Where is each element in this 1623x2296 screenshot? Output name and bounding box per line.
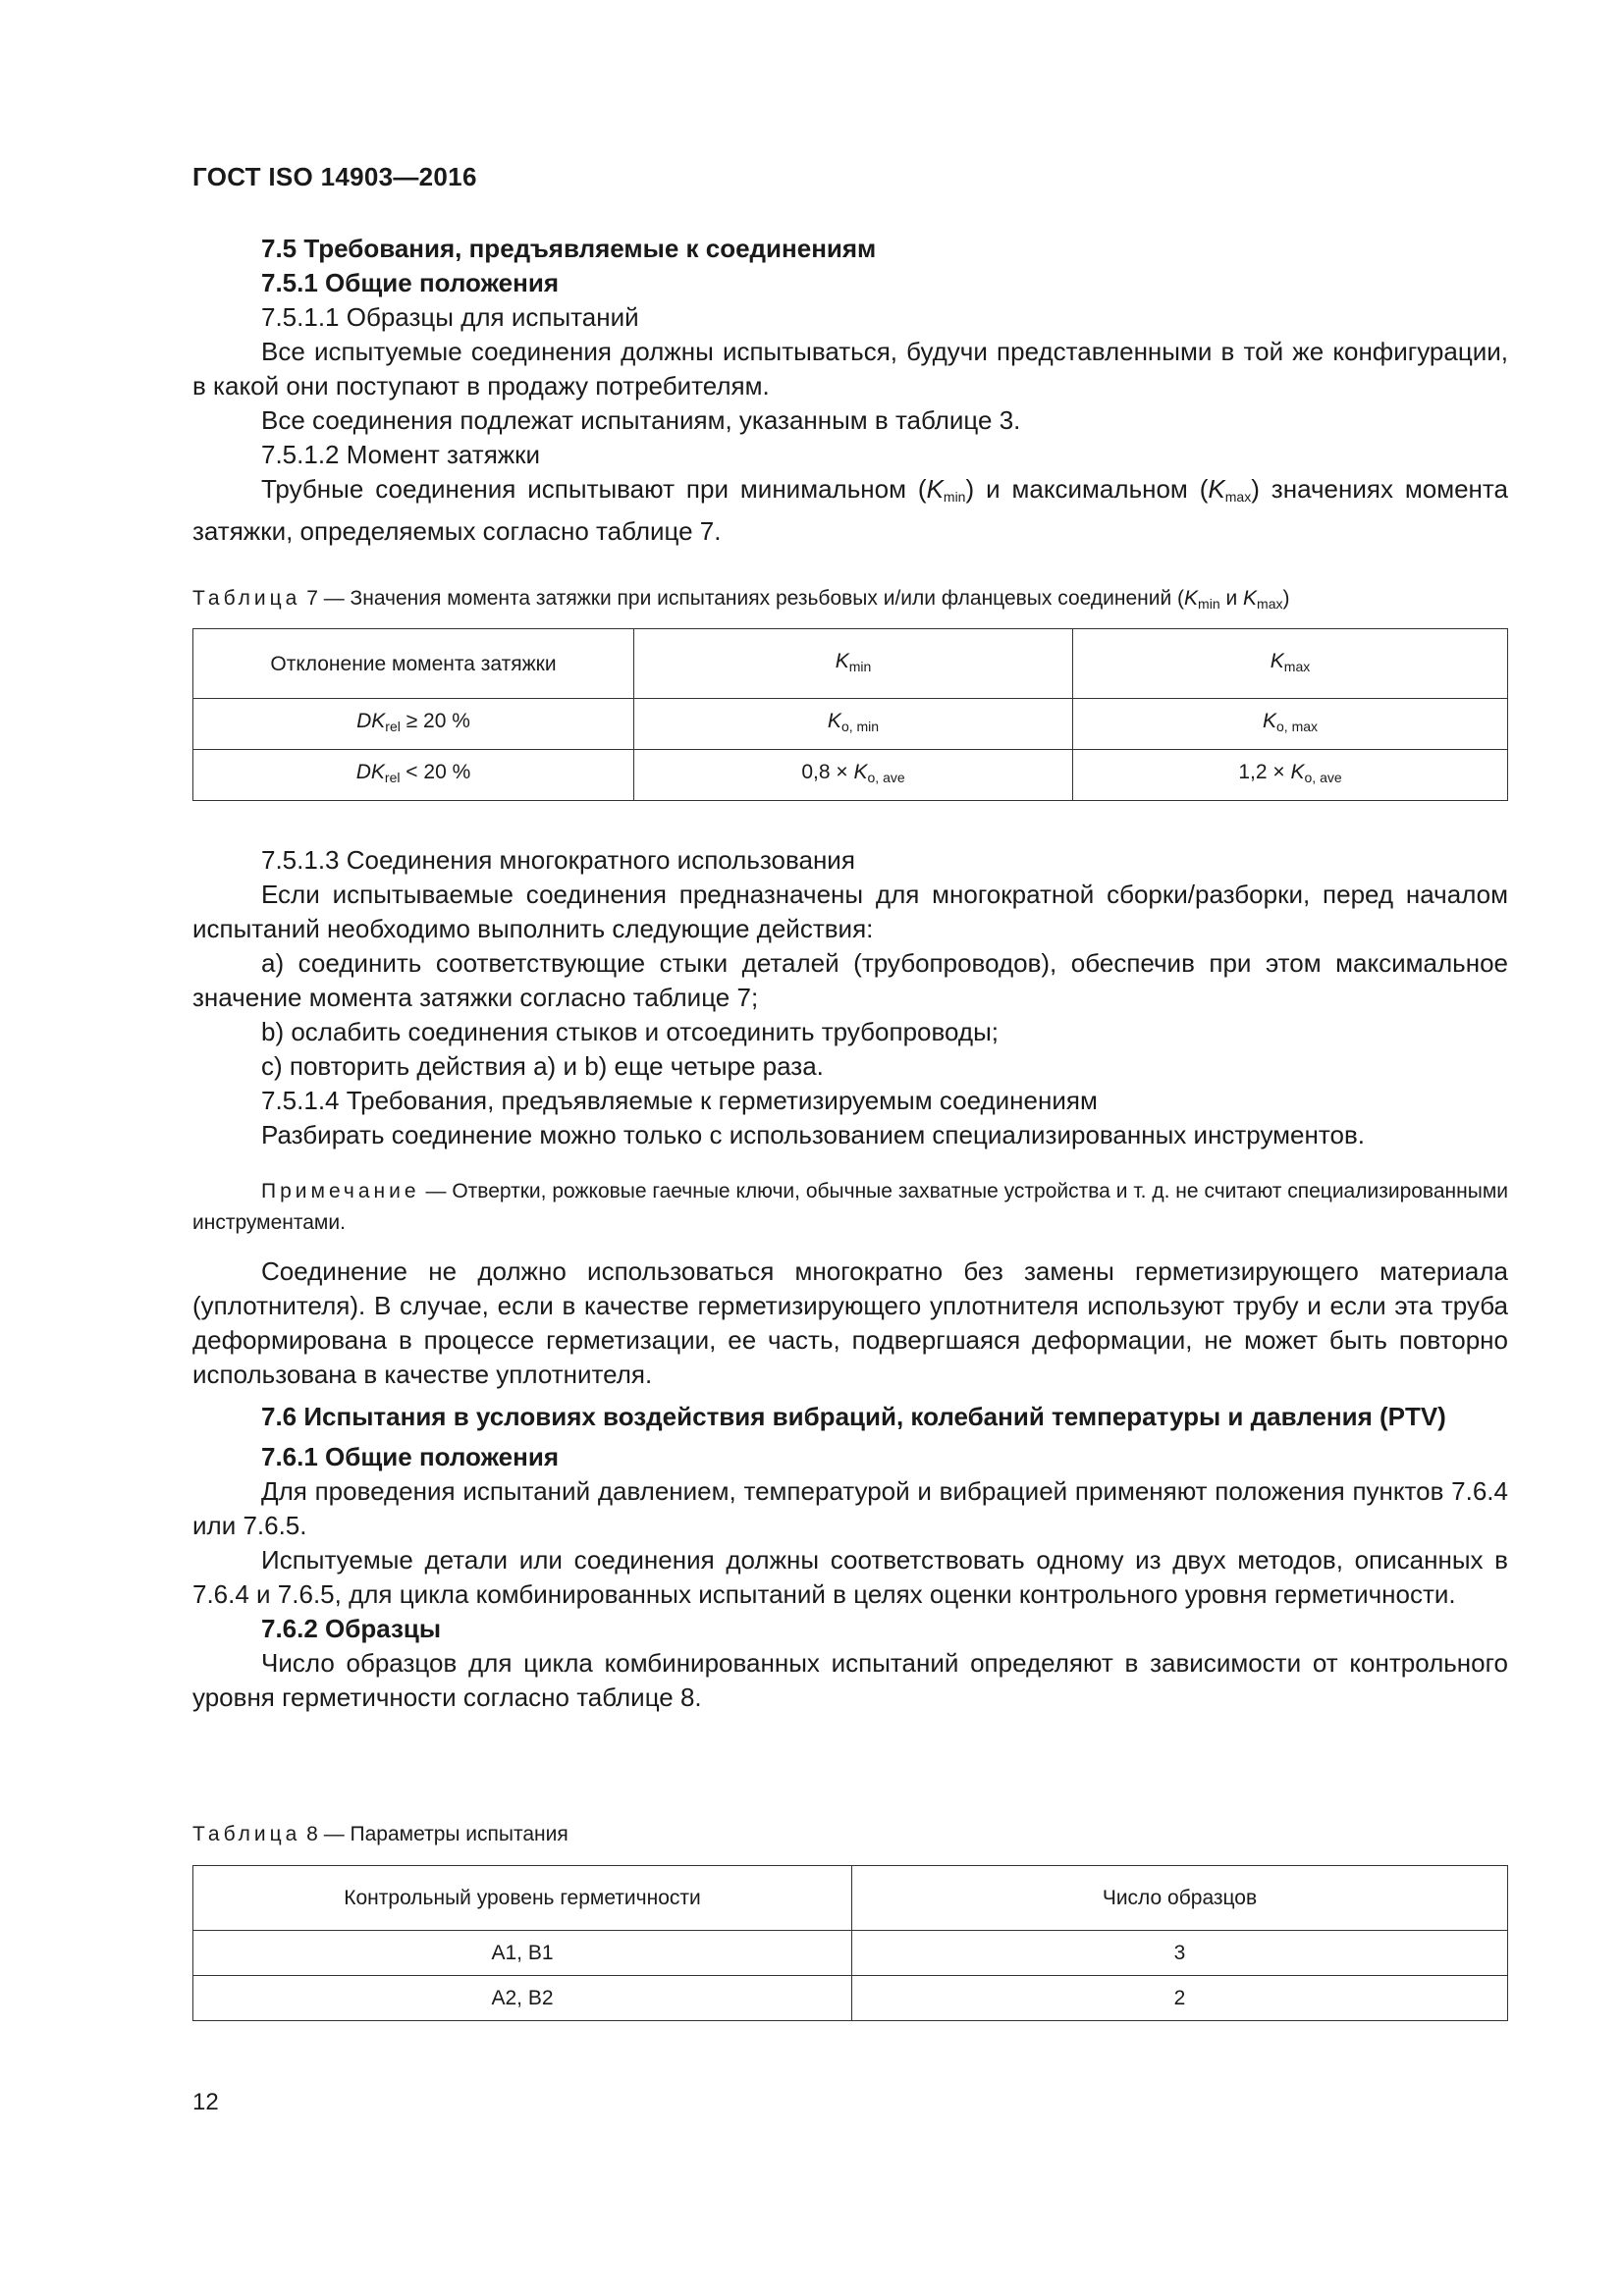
condition-text: < 20 % [400, 761, 471, 783]
text-fragment: ) и максимальном ( [965, 474, 1209, 504]
table-row [193, 750, 1508, 801]
paragraph-tests: Все соединения подлежат испытаниям, указанным в таблице 3. [261, 405, 1021, 435]
table8-header-level: Контрольный уровень герметичности [193, 1866, 852, 1931]
condition-text: ≥ 20 % [400, 710, 470, 732]
subscript-max: max [1257, 596, 1283, 612]
table8-header-count: Число образцов [852, 1866, 1508, 1931]
text-fragment: Трубные соединения испытывают при минимальном ( [261, 474, 927, 504]
heading-7-6-2: 7.6.2 Образцы [261, 1614, 442, 1643]
heading-7-5-1-4: 7.5.1.4 Требования, предъявляемые к герметизируемым соединениям [261, 1086, 1098, 1115]
paragraph-sealant: Соединение не должно использоваться многократно без замены герметизирующего материала (уплотнителя). В случае, если в качестве герметизирующего уплотнителя используют трубу и если эта труба деформирована в процессе герметизации, ее часть, подвергшаяся деформации, не может быть повторно использована в качестве уплотнителя. [192, 1256, 1508, 1389]
table8-cell-level: A1, B1 [193, 1931, 852, 1976]
table7-caption-text: — Значения момента затяжки при испытаниях резьбовых и/или фланцевых соединений ( [317, 587, 1185, 610]
table7-caption [192, 584, 1508, 618]
list-item: b) ослабить соединения стыков и отсоединить трубопроводы; [261, 1017, 999, 1046]
table-row [193, 699, 1508, 750]
section-7-5 [192, 232, 1508, 549]
table7-cell-kmin [634, 699, 1073, 750]
table7-header-kmin [634, 629, 1073, 699]
subscript-max: max [1283, 658, 1311, 674]
paragraph-disassembly: Разбирать соединение можно только с использованием специализированных инструментов. [261, 1120, 1365, 1149]
subscript-min: min [943, 489, 966, 505]
caption-end: ) [1282, 587, 1290, 610]
paragraph-ptv: Для проведения испытаний давлением, температурой и вибрацией применяют положения пунктов 7.6.4 или 7.6.5. [192, 1476, 1508, 1540]
heading-7-5-1-1: 7.5.1.1 Образцы для испытаний [261, 302, 639, 332]
note-text: — Отвертки, рожковые гаечные ключи, обычные захватные устройства и т. д. не считают специализированными инструментами. [192, 1180, 1508, 1234]
text-fragment: ) значениях момента затяжки, определяемых согласно таблице 7. [192, 474, 1508, 546]
subscript-min: min [1198, 596, 1220, 612]
document-header: ГОСТ ISO 14903—2016 [192, 162, 477, 191]
heading-7-5-1: 7.5.1 Общие положения [261, 268, 559, 297]
multiplier: 1,2 × [1238, 761, 1291, 783]
table8-header-row [193, 1866, 1508, 1931]
table7-cell-kmax [1073, 699, 1508, 750]
symbol-k: K [1270, 649, 1284, 672]
note [192, 1176, 1508, 1239]
symbol-dk: DK [356, 710, 386, 732]
symbol-k: K [1184, 587, 1199, 610]
table7-header-kmax [1073, 629, 1508, 699]
table8 [192, 1865, 1508, 2021]
paragraph-torque [192, 472, 1508, 549]
table7-header-row [193, 629, 1508, 699]
table7-cell-kmin [634, 750, 1073, 801]
symbol-k: K [926, 474, 944, 504]
section-7-5-1-3 [192, 843, 1508, 1152]
table8-cell-level: A2, B2 [193, 1976, 852, 2021]
table8-caption [192, 1820, 1508, 1849]
table7-cell-condition [193, 699, 634, 750]
paragraph-methods: Испытуемые детали или соединения должны соответствовать одному из двух методов, описанных в 7.6.4 и 7.6.5, для цикла комбинированных испытаний в целях оценки контрольного уровня герметичности. [192, 1545, 1508, 1609]
heading-7-5-1-3: 7.5.1.3 Соединения многократного использования [261, 845, 855, 875]
subscript-max: max [1224, 489, 1252, 505]
table7-caption-number: 7 [306, 587, 318, 610]
table8-wrapper [192, 1865, 1508, 2021]
symbol-k: K [827, 710, 841, 732]
subscript-rel: rel [385, 719, 401, 734]
subscript-o-ave: o, ave [867, 770, 905, 785]
heading-7-5-1-2: 7.5.1.2 Момент затяжки [261, 440, 541, 469]
note-label: Примечание [261, 1180, 420, 1202]
symbol-k: K [1208, 474, 1225, 504]
subscript-rel: rel [384, 770, 401, 785]
table7-cell-kmax [1073, 750, 1508, 801]
table8-cell-count: 3 [852, 1931, 1508, 1976]
symbol-k: K [1262, 710, 1276, 732]
subscript-o-ave: o, ave [1304, 770, 1342, 785]
table7-header-deviation: Отклонение момента затяжки [193, 629, 634, 699]
list-item: c) повторить действия a) и b) еще четыре раза. [261, 1051, 824, 1081]
heading-7-6-1: 7.6.1 Общие положения [261, 1442, 559, 1471]
symbol-k: K [835, 649, 849, 672]
caption-and: и [1219, 587, 1244, 610]
table8-caption-text: 8 — Параметры испытания [300, 1823, 568, 1845]
table-row [193, 1976, 1508, 2021]
paragraph-reuse: Если испытываемые соединения предназначены для многократной сборки/разборки, перед началом испытаний необходимо выполнить следующие действия: [192, 880, 1508, 943]
subscript-o-max: o, max [1276, 719, 1319, 734]
symbol-k: K [1243, 587, 1258, 610]
paragraph-samples: Все испытуемые соединения должны испытываться, будучи представленными в той же конфигурации, в какой они поступают в продажу потребителям. [192, 337, 1508, 400]
section-7-6 [192, 1255, 1508, 1715]
heading-7-5: 7.5 Требования, предъявляемые к соединениям [261, 234, 877, 263]
table7-cell-condition [193, 750, 634, 801]
table-row [193, 1931, 1508, 1976]
symbol-k: K [853, 761, 868, 783]
table7-wrapper [192, 628, 1508, 801]
symbol-dk: DK [355, 761, 385, 783]
table8-caption-label: Таблица [192, 1823, 301, 1845]
multiplier: 0,8 × [801, 761, 854, 783]
heading-7-6: 7.6 Испытания в условиях воздействия вибраций, колебаний температуры и давления (PTV) [261, 1402, 1446, 1431]
table8-cell-count: 2 [852, 1976, 1508, 2021]
table7 [192, 628, 1508, 801]
list-item: a) соединить соответствующие стыки деталей (трубопроводов), обеспечив при этом максимальное значение момента затяжки согласно таблице 7; [192, 948, 1508, 1012]
table7-caption-label: Таблица [192, 587, 301, 610]
page-number: 12 [192, 2089, 219, 2115]
subscript-min: min [848, 658, 872, 674]
paragraph-samples-count: Число образцов для цикла комбинированных испытаний определяют в зависимости от контрольного уровня герметичности согласно таблице 8. [192, 1648, 1508, 1712]
symbol-k: K [1290, 761, 1305, 783]
subscript-o-min: o, min [840, 719, 880, 734]
